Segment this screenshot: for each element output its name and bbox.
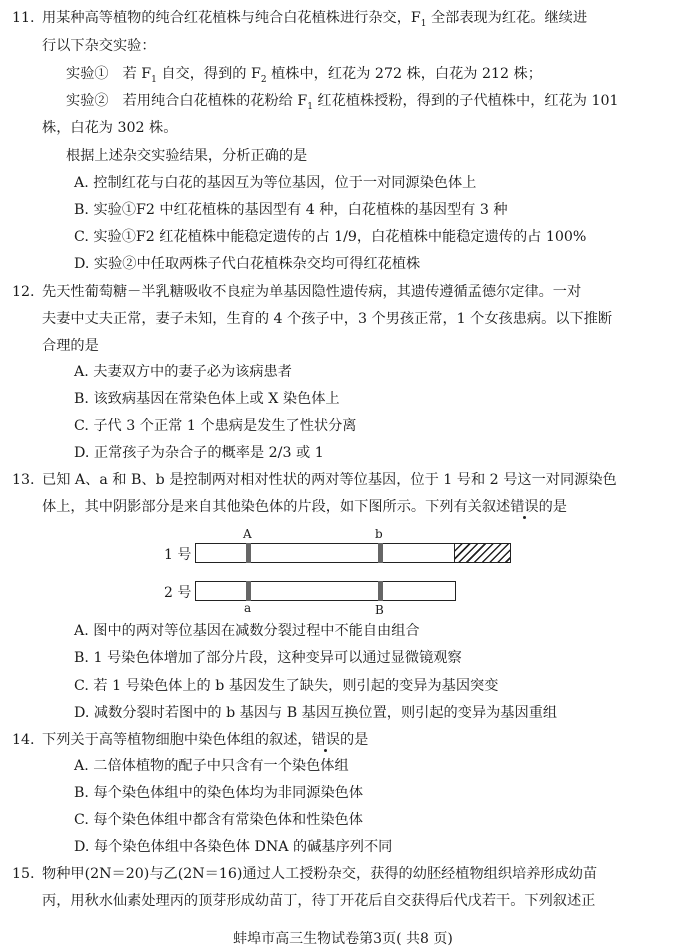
q15-stem-line-2: 丙，用秋水仙素处理丙的顶芽形成幼苗丁，待丁开花后自交获得后代戊若干。下列叙述正 xyxy=(42,893,596,909)
gene-label-B: B xyxy=(375,603,384,617)
q13-stem-line-1: 已知 A、a 和 B、b 是控制两对相对性状的两对等位基因，位于 1 号和 2 号这一对同源染色 xyxy=(42,472,617,488)
q11-number: 11. xyxy=(12,10,35,26)
foreign-segment xyxy=(454,543,511,563)
q15-stem-line-1: 物种甲(2N＝20)与乙(2N＝16)通过人工授粉杂交，获得的幼胚经植物组织培养形成幼苗 xyxy=(42,866,598,882)
q12-option-c: C. 子代 3 个正常 1 个患病是发生了性状分离 xyxy=(74,418,357,434)
q13-option-d: D. 减数分裂时若图中的 b 基因与 B 基因互换位置，则引起的变异为基因重组 xyxy=(74,705,558,721)
q13-stem-line-2: 体上，其中阴影部分是来自其他染色体的片段，如下图所示。下列有关叙述错误的是 xyxy=(42,499,567,515)
q14-option-d: D. 每个染色体组中各染色体 DNA 的碱基序列不同 xyxy=(74,839,393,855)
emphasis-word: 错误 xyxy=(311,732,340,748)
q12-number: 12. xyxy=(12,284,35,300)
q14-stem: 下列关于高等植物细胞中染色体组的叙述，错误的是 xyxy=(42,732,369,748)
subscript: 2 xyxy=(260,74,267,85)
q11-experiment-1: 实验① 若 $F_1$ 自交，得到的 $F_2$ 植株中，红花为 272 株，白花为 212 株； xyxy=(66,66,542,85)
subscript: 1 xyxy=(151,74,157,85)
chromosome-1 xyxy=(195,543,511,563)
q13-number: 13. xyxy=(12,472,35,488)
q13-option-a: A. 图中的两对等位基因在减数分裂过程中不能自由组合 xyxy=(74,623,420,639)
q14-number: 14. xyxy=(12,732,35,748)
chromosome-1-label: 1 号 xyxy=(164,547,192,563)
page-footer: 蚌埠市高三生物试卷第3页( 共8 页) xyxy=(233,931,453,947)
gene-band-B xyxy=(378,581,383,601)
q12-stem-line-2: 夫妻中丈夫正常，妻子未知，生育的 4 个孩子中，3 个男孩正常，1 个女孩患病。以下推断 xyxy=(42,311,613,327)
gene-band-A xyxy=(246,543,251,563)
q11-question: 根据上述杂交实验结果，分析正确的是 xyxy=(66,148,308,164)
gene-band-a xyxy=(246,581,251,601)
chromosome-2 xyxy=(195,581,456,601)
q12-option-a: A. 夫妻双方中的妻子必为该病患者 xyxy=(74,364,292,380)
q14-option-c: C. 每个染色体组中都含有常染色体和性染色体 xyxy=(74,812,363,828)
q13-option-c: C. 若 1 号染色体上的 b 基因发生了缺失，则引起的变异为基因突变 xyxy=(74,678,499,694)
subscript: 1 xyxy=(420,18,427,29)
gene-band-b xyxy=(378,543,383,563)
gene-label-A: A xyxy=(243,527,252,541)
q15-number: 15. xyxy=(12,866,35,882)
q12-option-d: D. 正常孩子为杂合子的概率是 2/3 或 1 xyxy=(74,445,324,461)
subscript: 1 xyxy=(307,101,313,112)
q11-experiment-2: 实验② 若用纯合白花植株的花粉给 $F_1$ 红花植株授粉，得到的子代植株中，红花为 101 xyxy=(66,93,619,112)
q13-option-b: B. 1 号染色体增加了部分片段，这种变异可以通过显微镜观察 xyxy=(74,650,462,666)
gene-label-a: a xyxy=(244,601,252,615)
q11-option-a: A. 控制红花与白花的基因互为等位基因，位于一对同源染色体上 xyxy=(74,175,477,191)
q11-option-b: B. 实验①F2 中红花植株的基因型有 4 种，白花植株的基因型有 3 种 xyxy=(74,202,508,218)
q12-stem-line-1: 先天性葡萄糖－半乳糖吸收不良症为单基因隐性遗传病，其遗传遵循孟德尔定律。一对 xyxy=(42,284,582,300)
q12-stem-line-3: 合理的是 xyxy=(42,338,99,354)
chromosome-2-label: 2 号 xyxy=(164,585,192,601)
gene-label-b: b xyxy=(375,527,383,541)
q11-option-c: C. 实验①F2 红花植株中能稳定遗传的占 1/9，白花植株中能稳定遗传的占 100% xyxy=(74,229,587,245)
q14-option-a: A. 二倍体植物的配子中只含有一个染色体组 xyxy=(74,758,349,774)
q14-option-b: B. 每个染色体组中的染色体均为非同源染色体 xyxy=(74,785,364,801)
q11-stem-line-1: 用某种高等植物的纯合红花植株与纯合白花植株进行杂交，$F_1$ 全部表现为红花。继续进 xyxy=(42,10,588,29)
emphasis-word: 错误 xyxy=(510,499,539,515)
q12-option-b: B. 该致病基因在常染色体上或 X 染色体上 xyxy=(74,391,340,407)
q11-stem-line-2: 行以下杂交实验： xyxy=(42,38,156,54)
q11-option-d: D. 实验②中任取两株子代白花植株杂交均可得红花植株 xyxy=(74,256,421,272)
q11-experiment-2-cont: 株，白花为 302 株。 xyxy=(42,120,178,136)
